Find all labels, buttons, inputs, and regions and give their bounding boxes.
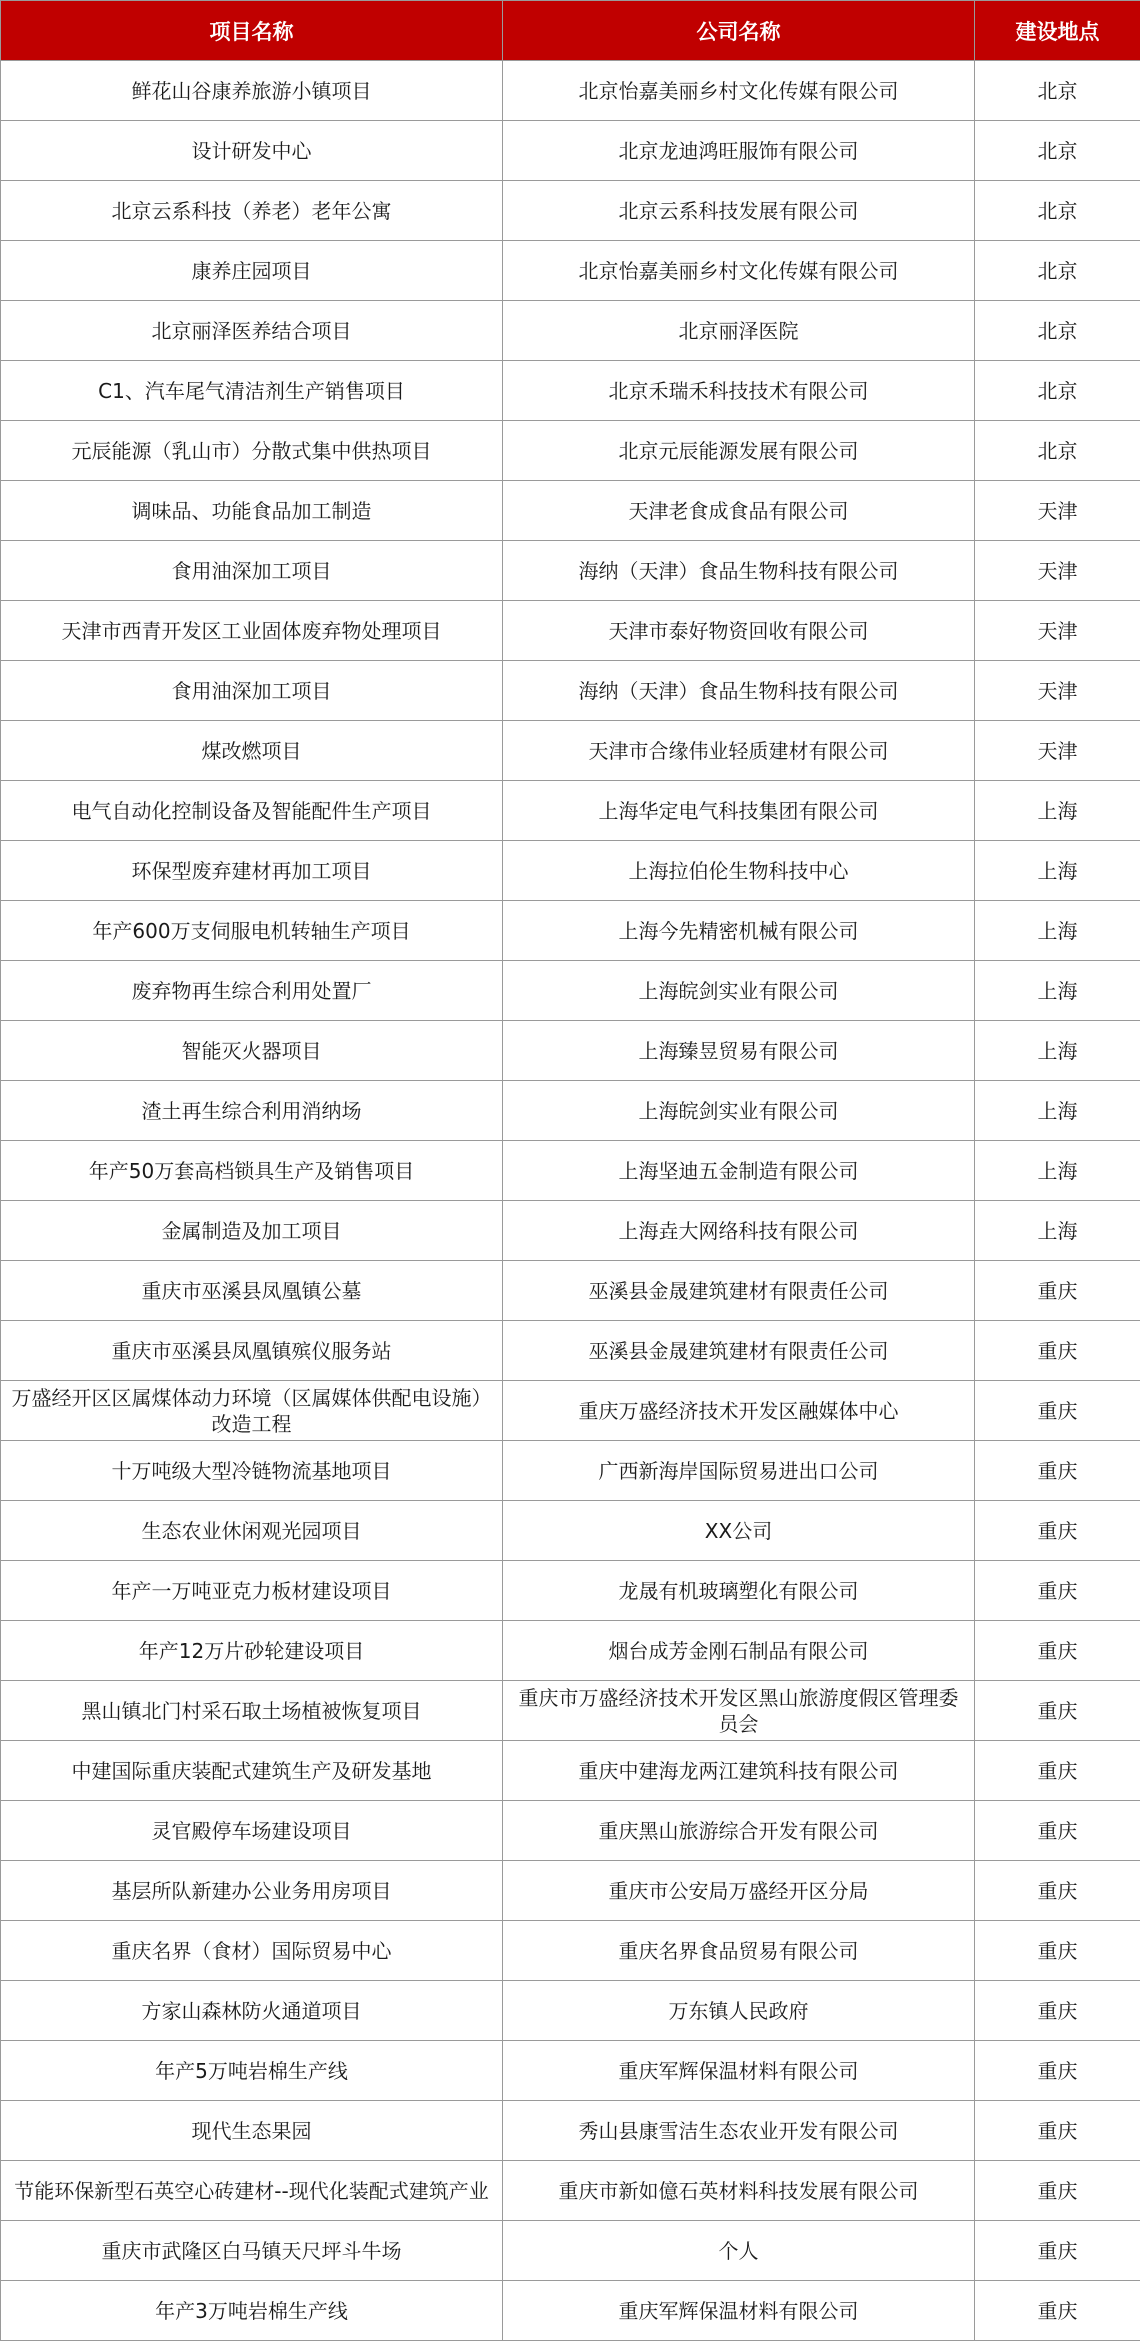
table-row xyxy=(1,181,1140,241)
project-name-cell: 万盛经开区区属煤体动力环境（区属媒体供配电设施）改造工程 xyxy=(1,1381,503,1441)
table-row xyxy=(1,721,1140,781)
project-name-cell: 节能环保新型石英空心砖建材--现代化装配式建筑产业 xyxy=(1,2161,503,2221)
location-cell: 重庆 xyxy=(975,1441,1140,1501)
location-cell: 上海 xyxy=(975,961,1140,1021)
location-cell: 上海 xyxy=(975,1081,1140,1141)
company-name-cell: 北京丽泽医院 xyxy=(503,301,975,361)
table-row xyxy=(1,1561,1140,1621)
project-name-cell: 基层所队新建办公业务用房项目 xyxy=(1,1861,503,1921)
project-name-cell: 年产5万吨岩棉生产线 xyxy=(1,2041,503,2101)
location-cell: 重庆 xyxy=(975,2101,1140,2161)
project-name-cell: 黑山镇北门村采石取土场植被恢复项目 xyxy=(1,1681,503,1741)
header-company-name: 公司名称 xyxy=(503,1,975,61)
location-cell: 重庆 xyxy=(975,1681,1140,1741)
table-row xyxy=(1,2041,1140,2101)
header-project-name: 项目名称 xyxy=(1,1,503,61)
project-name-cell: 年产50万套高档锁具生产及销售项目 xyxy=(1,1141,503,1201)
table-row xyxy=(1,421,1140,481)
table-row xyxy=(1,1441,1140,1501)
location-cell: 重庆 xyxy=(975,1861,1140,1921)
project-name-cell: C1、汽车尾气清洁剂生产销售项目 xyxy=(1,361,503,421)
location-cell: 重庆 xyxy=(975,1321,1140,1381)
header-location: 建设地点 xyxy=(975,1,1140,61)
project-name-cell: 食用油深加工项目 xyxy=(1,661,503,721)
table-row xyxy=(1,661,1140,721)
project-name-cell: 灵官殿停车场建设项目 xyxy=(1,1801,503,1861)
location-cell: 北京 xyxy=(975,181,1140,241)
project-name-cell: 年产600万支伺服电机转轴生产项目 xyxy=(1,901,503,961)
table-row xyxy=(1,1801,1140,1861)
table-header xyxy=(1,1,1140,61)
company-name-cell: 北京龙迪鸿旺服饰有限公司 xyxy=(503,121,975,181)
table-row xyxy=(1,1321,1140,1381)
location-cell: 重庆 xyxy=(975,1381,1140,1441)
project-name-cell: 现代生态果园 xyxy=(1,2101,503,2161)
location-cell: 重庆 xyxy=(975,1921,1140,1981)
location-cell: 天津 xyxy=(975,601,1140,661)
company-name-cell: 北京怡嘉美丽乡村文化传媒有限公司 xyxy=(503,61,975,121)
location-cell: 上海 xyxy=(975,841,1140,901)
location-cell: 重庆 xyxy=(975,1801,1140,1861)
location-cell: 北京 xyxy=(975,361,1140,421)
location-cell: 上海 xyxy=(975,781,1140,841)
table-row xyxy=(1,2101,1140,2161)
table-row xyxy=(1,781,1140,841)
company-name-cell: 天津市泰好物资回收有限公司 xyxy=(503,601,975,661)
company-name-cell: 上海臻昱贸易有限公司 xyxy=(503,1021,975,1081)
company-name-cell: 重庆市新如億石英材料科技发展有限公司 xyxy=(503,2161,975,2221)
company-name-cell: 个人 xyxy=(503,2221,975,2281)
project-name-cell: 废弃物再生综合利用处置厂 xyxy=(1,961,503,1021)
table-row xyxy=(1,1741,1140,1801)
table-row xyxy=(1,1861,1140,1921)
project-name-cell: 十万吨级大型冷链物流基地项目 xyxy=(1,1441,503,1501)
location-cell: 重庆 xyxy=(975,1561,1140,1621)
project-name-cell: 中建国际重庆装配式建筑生产及研发基地 xyxy=(1,1741,503,1801)
company-name-cell: 广西新海岸国际贸易进出口公司 xyxy=(503,1441,975,1501)
company-name-cell: 重庆万盛经济技术开发区融媒体中心 xyxy=(503,1381,975,1441)
company-name-cell: 北京云系科技发展有限公司 xyxy=(503,181,975,241)
company-name-cell: 万东镇人民政府 xyxy=(503,1981,975,2041)
location-cell: 北京 xyxy=(975,421,1140,481)
table-row xyxy=(1,61,1140,121)
location-cell: 天津 xyxy=(975,721,1140,781)
company-name-cell: 龙晟有机玻璃塑化有限公司 xyxy=(503,1561,975,1621)
table-body xyxy=(1,61,1140,2341)
header-row xyxy=(1,1,1140,61)
table-row xyxy=(1,1501,1140,1561)
project-name-cell: 调味品、功能食品加工制造 xyxy=(1,481,503,541)
table-row xyxy=(1,1141,1140,1201)
project-name-cell: 电气自动化控制设备及智能配件生产项目 xyxy=(1,781,503,841)
location-cell: 上海 xyxy=(975,1021,1140,1081)
location-cell: 上海 xyxy=(975,901,1140,961)
project-name-cell: 元辰能源（乳山市）分散式集中供热项目 xyxy=(1,421,503,481)
location-cell: 重庆 xyxy=(975,1741,1140,1801)
table-row xyxy=(1,2221,1140,2281)
table-row xyxy=(1,1081,1140,1141)
company-name-cell: 烟台成芳金刚石制品有限公司 xyxy=(503,1621,975,1681)
company-name-cell: 海纳（天津）食品生物科技有限公司 xyxy=(503,541,975,601)
table-row xyxy=(1,1681,1140,1741)
company-name-cell: 重庆市公安局万盛经开区分局 xyxy=(503,1861,975,1921)
table-row xyxy=(1,481,1140,541)
project-name-cell: 环保型废弃建材再加工项目 xyxy=(1,841,503,901)
location-cell: 北京 xyxy=(975,241,1140,301)
company-name-cell: 重庆军辉保温材料有限公司 xyxy=(503,2041,975,2101)
project-name-cell: 鲜花山谷康养旅游小镇项目 xyxy=(1,61,503,121)
project-name-cell: 年产一万吨亚克力板材建设项目 xyxy=(1,1561,503,1621)
location-cell: 上海 xyxy=(975,1201,1140,1261)
table-row xyxy=(1,301,1140,361)
table-row xyxy=(1,961,1140,1021)
table-row xyxy=(1,1201,1140,1261)
project-name-cell: 年产3万吨岩棉生产线 xyxy=(1,2281,503,2341)
project-name-cell: 食用油深加工项目 xyxy=(1,541,503,601)
table-row xyxy=(1,901,1140,961)
location-cell: 北京 xyxy=(975,61,1140,121)
project-name-cell: 方家山森林防火通道项目 xyxy=(1,1981,503,2041)
company-name-cell: 上海垚大网络科技有限公司 xyxy=(503,1201,975,1261)
location-cell: 天津 xyxy=(975,661,1140,721)
project-name-cell: 天津市西青开发区工业固体废弃物处理项目 xyxy=(1,601,503,661)
location-cell: 重庆 xyxy=(975,1501,1140,1561)
company-name-cell: 重庆黑山旅游综合开发有限公司 xyxy=(503,1801,975,1861)
company-name-cell: 巫溪县金晟建筑建材有限责任公司 xyxy=(503,1321,975,1381)
location-cell: 天津 xyxy=(975,481,1140,541)
company-name-cell: 上海华定电气科技集团有限公司 xyxy=(503,781,975,841)
project-name-cell: 生态农业休闲观光园项目 xyxy=(1,1501,503,1561)
project-name-cell: 智能灭火器项目 xyxy=(1,1021,503,1081)
table-row xyxy=(1,1921,1140,1981)
table-row xyxy=(1,1981,1140,2041)
project-name-cell: 设计研发中心 xyxy=(1,121,503,181)
company-name-cell: 天津市合缘伟业轻质建材有限公司 xyxy=(503,721,975,781)
table-row xyxy=(1,1021,1140,1081)
project-name-cell: 重庆名界（食材）国际贸易中心 xyxy=(1,1921,503,1981)
project-name-cell: 重庆市巫溪县凤凰镇公墓 xyxy=(1,1261,503,1321)
company-name-cell: 上海皖剑实业有限公司 xyxy=(503,1081,975,1141)
project-name-cell: 金属制造及加工项目 xyxy=(1,1201,503,1261)
company-name-cell: 北京怡嘉美丽乡村文化传媒有限公司 xyxy=(503,241,975,301)
project-name-cell: 渣土再生综合利用消纳场 xyxy=(1,1081,503,1141)
location-cell: 天津 xyxy=(975,541,1140,601)
company-name-cell: 重庆中建海龙两江建筑科技有限公司 xyxy=(503,1741,975,1801)
table-row xyxy=(1,841,1140,901)
project-name-cell: 北京丽泽医养结合项目 xyxy=(1,301,503,361)
company-name-cell: 重庆名界食品贸易有限公司 xyxy=(503,1921,975,1981)
project-name-cell: 康养庄园项目 xyxy=(1,241,503,301)
location-cell: 重庆 xyxy=(975,2161,1140,2221)
location-cell: 北京 xyxy=(975,301,1140,361)
table-row xyxy=(1,1621,1140,1681)
project-name-cell: 北京云系科技（养老）老年公寓 xyxy=(1,181,503,241)
company-name-cell: 北京元辰能源发展有限公司 xyxy=(503,421,975,481)
location-cell: 上海 xyxy=(975,1141,1140,1201)
company-name-cell: 巫溪县金晟建筑建材有限责任公司 xyxy=(503,1261,975,1321)
company-name-cell: 北京禾瑞禾科技技术有限公司 xyxy=(503,361,975,421)
company-name-cell: 重庆市万盛经济技术开发区黑山旅游度假区管理委员会 xyxy=(503,1681,975,1741)
table-row xyxy=(1,241,1140,301)
project-name-cell: 重庆市巫溪县凤凰镇殡仪服务站 xyxy=(1,1321,503,1381)
table-row xyxy=(1,1381,1140,1441)
location-cell: 重庆 xyxy=(975,1261,1140,1321)
company-name-cell: 天津老食成食品有限公司 xyxy=(503,481,975,541)
project-name-cell: 年产12万片砂轮建设项目 xyxy=(1,1621,503,1681)
project-name-cell: 重庆市武隆区白马镇天尺坪斗牛场 xyxy=(1,2221,503,2281)
company-name-cell: 上海拉伯伦生物科技中心 xyxy=(503,841,975,901)
table-row xyxy=(1,361,1140,421)
company-name-cell: 上海今先精密机械有限公司 xyxy=(503,901,975,961)
location-cell: 重庆 xyxy=(975,2221,1140,2281)
location-cell: 重庆 xyxy=(975,2041,1140,2101)
company-name-cell: 海纳（天津）食品生物科技有限公司 xyxy=(503,661,975,721)
table-row xyxy=(1,601,1140,661)
company-name-cell: 秀山县康雪洁生态农业开发有限公司 xyxy=(503,2101,975,2161)
location-cell: 北京 xyxy=(975,121,1140,181)
project-name-cell: 煤改燃项目 xyxy=(1,721,503,781)
company-name-cell: 上海皖剑实业有限公司 xyxy=(503,961,975,1021)
company-name-cell: 重庆军辉保温材料有限公司 xyxy=(503,2281,975,2341)
company-name-cell: XX公司 xyxy=(503,1501,975,1561)
location-cell: 重庆 xyxy=(975,1621,1140,1681)
table-row xyxy=(1,541,1140,601)
table-row xyxy=(1,121,1140,181)
table-row xyxy=(1,2281,1140,2341)
location-cell: 重庆 xyxy=(975,2281,1140,2341)
table-row xyxy=(1,2161,1140,2221)
table-row xyxy=(1,1261,1140,1321)
company-name-cell: 上海坚迪五金制造有限公司 xyxy=(503,1141,975,1201)
location-cell: 重庆 xyxy=(975,1981,1140,2041)
